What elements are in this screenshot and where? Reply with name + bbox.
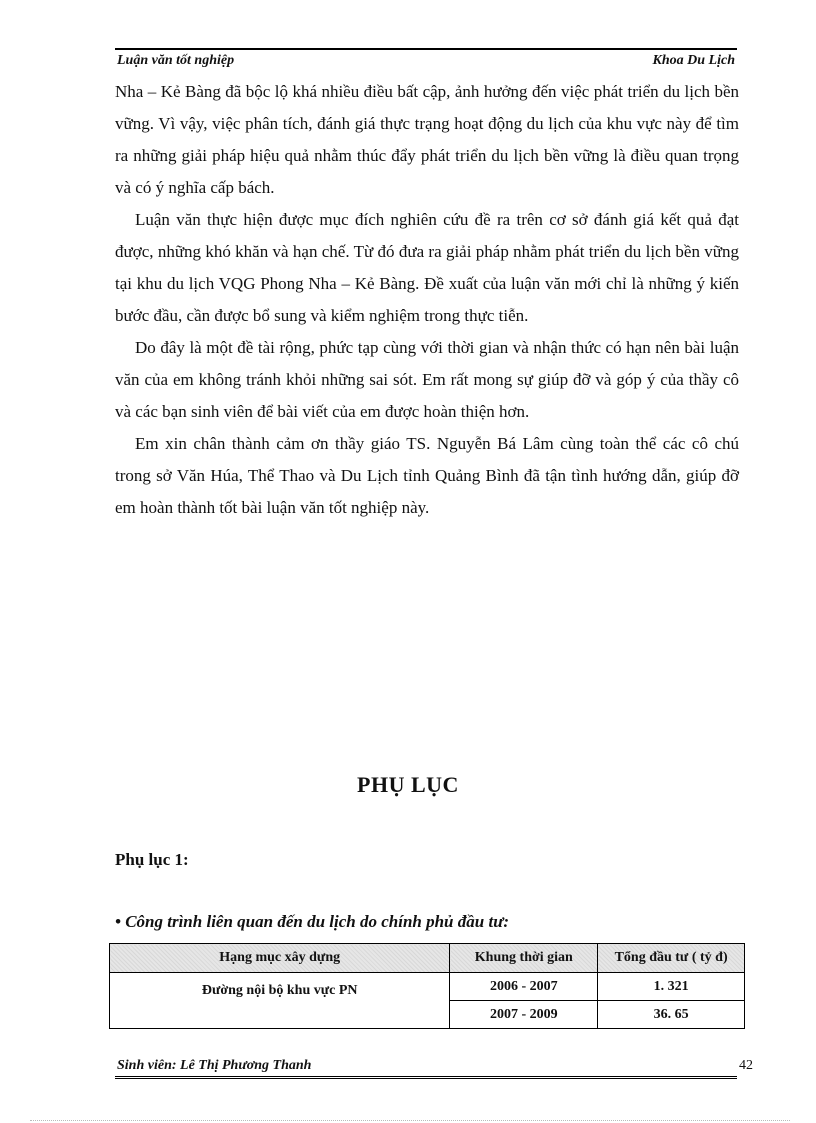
header-thesis-label: Luận văn tốt nghiệp <box>117 53 235 68</box>
paragraph-thesis-results: Luận văn thực hiện được mục đích nghiên cứu đề ra trên cơ sở đánh giá kết quả đạt được, những khó khăn và hạn chế. Từ đó đưa ra giải pháp nhằm phát triển du lịch bền vững tại khu du lịch VQG Phong Nha – Kẻ Bàng. Đề xuất của luận văn mới chỉ là những ý kiến bước đầu, cần được bổ sung và kiểm nghiệm trong thực tiễn. <box>115 210 739 325</box>
page-footer <box>115 1058 737 1079</box>
paragraph-acknowledgement: Em xin chân thành cảm ơn thầy giáo TS. Nguyễn Bá Lâm cùng toàn thể các cô chú trong sở Văn Húa, Thể Thao và Du Lịch tỉnh Quảng Bình đã tận tình hướng dẫn, giúp đỡ em hoàn thành tốt bài luận văn tốt nghiệp này. <box>115 434 739 517</box>
footer-student-name: Sinh viên: Lê Thị Phương Thanh <box>117 1058 312 1073</box>
table-cell-period: 2006 - 2007 <box>450 973 598 1001</box>
table-cell-amount: 36. 65 <box>598 1001 745 1029</box>
table-cell-item: Đường nội bộ khu vực PN <box>110 973 450 1029</box>
body-text <box>115 76 739 524</box>
investment-table <box>109 943 745 1029</box>
column-header-item: Hạng mục xây dựng <box>110 944 450 973</box>
page-number: 42 <box>739 1058 753 1073</box>
table-row <box>110 973 745 1001</box>
paragraph-continuation: Nha – Kẻ Bàng đã bộc lộ khá nhiều điều bất cập, ảnh hưởng đến việc phát triển du lịch bền vững. Vì vậy, việc phân tích, đánh giá thực trạng hoạt động du lịch của khu vực này để tìm ra những giải pháp hiệu quả nhằm thúc đẩy phát triển du lịch bền vững là điều quan trọng và có ý nghĩa cấp bách. <box>115 82 739 197</box>
header-faculty-label: Khoa Du Lịch <box>652 53 735 68</box>
column-header-investment: Tổng đầu tư ( tỷ đ) <box>598 944 745 973</box>
table-cell-amount: 1. 321 <box>598 973 745 1001</box>
appendix-bullet-heading: • Công trình liên quan đến du lịch do chính phủ đầu tư: <box>115 912 510 931</box>
table-cell-period: 2007 - 2009 <box>450 1001 598 1029</box>
paragraph-limitations: Do đây là một đề tài rộng, phức tạp cùng với thời gian và nhận thức có hạn nên bài luận văn của em không tránh khỏi những sai sót. Em rất mong sự giúp đỡ và góp ý của thầy cô và các bạn sinh viên để bài viết của em được hoàn thiện hơn. <box>115 338 739 421</box>
page-header <box>115 48 737 70</box>
appendix-title: PHỤ LỤC <box>357 772 459 797</box>
page-bottom-divider <box>30 1120 790 1121</box>
table-header-row <box>110 944 745 973</box>
appendix-1-label: Phụ lục 1: <box>115 850 189 869</box>
column-header-period: Khung thời gian <box>450 944 598 973</box>
